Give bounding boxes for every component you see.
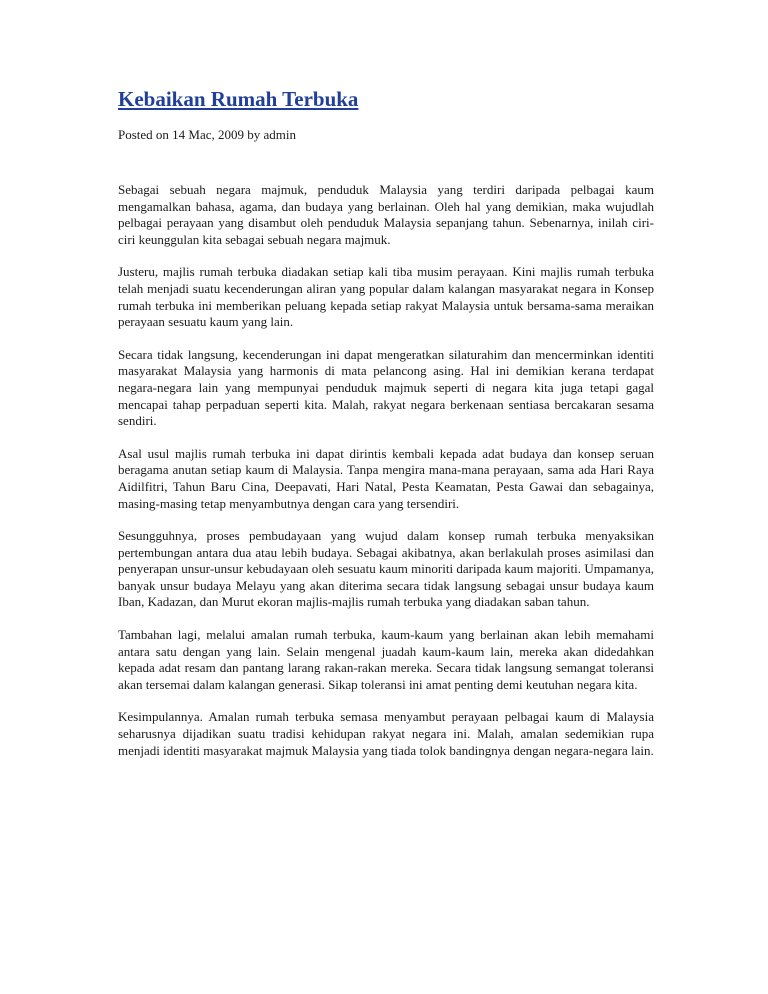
document-page (118, 86, 654, 775)
paragraph-1: Sebagai sebuah negara majmuk, penduduk Malaysia yang terdiri daripada pelbagai kaum mengamalkan bahasa, agama, dan budaya yang berlainan. Oleh hal yang demikian, maka wujudlah pelbagai perayaan yang disambut oleh penduduk Malaysia sepanjang tahun. Sebenarnya, inilah ciri-ciri keunggulan kita sebagai sebuah negara majmuk. (118, 182, 654, 247)
paragraph-5: Sesungguhnya, proses pembudayaan yang wujud dalam konsep rumah terbuka menyaksikan pertembungan antara dua atau lebih budaya. Sebagai akibatnya, akan berlakulah proses asimilasi dan penyerapan unsur-unsur kebudayaan oleh sesuatu kaum minoriti daripada kaum majoriti. Umpamanya, banyak unsur budaya Melayu yang akan diterima secara tidak langsung sebagai unsur budaya kaum Iban, Kadazan, dan Murut ekoran majlis-majlis rumah terbuka yang diadakan saban tahun. (118, 528, 654, 610)
article-body (118, 182, 654, 759)
post-meta: Posted on 14 Mac, 2009 by admin (118, 127, 297, 142)
paragraph-3: Secara tidak langsung, kecenderungan ini dapat mengeratkan silaturahim dan mencerminkan identiti masyarakat Malaysia yang harmonis di mata pelancong asing. Hal ini demikian kerana terdapat negara-negara lain yang mempunyai penduduk majmuk seperti di negara kita juga tetapi gagal mencapai tahap perpaduan seperti kita. Malah, rakyat negara berkenaan sentiasa bercakaran sesama sendiri. (118, 346, 654, 429)
paragraph-7: Kesimpulannya. Amalan rumah terbuka semasa menyambut perayaan pelbagai kaum di Malaysia seharusnya dijadikan suatu tradisi kehidupan rakyat negara ini. Malah, amalan sedemikian rupa menjadi identiti masyarakat majmuk Malaysia yang tiada tolok bandingnya dengan negara-negara lain. (118, 709, 654, 758)
paragraph-4: Asal usul majlis rumah terbuka ini dapat dirintis kembali kepada adat budaya dan konsep seruan beragama anutan setiap kaum di Malaysia. Tanpa mengira mana-mana perayaan, sama ada Hari Raya Aidilfitri, Tahun Baru Cina, Deepavati, Hari Natal, Pesta Keamatan, Pesta Gawai dan sebagainya, masing-masing tetap menyambutnya dengan cara yang tersendiri. (118, 445, 654, 511)
paragraph-2: Justeru, majlis rumah terbuka diadakan setiap kali tiba musim perayaan. Kini majlis rumah terbuka telah menjadi suatu kecenderungan aliran yang popular dalam kalangan masyarakat negara in Konsep rumah terbuka ini memberikan peluang kepada setiap rakyat Malaysia untuk bersama-sama meraikan perayaan sesuatu kaum yang lain. (118, 264, 654, 330)
paragraph-6: Tambahan lagi, melalui amalan rumah terbuka, kaum-kaum yang berlainan akan lebih memahami antara satu dengan yang lain. Selain mengenal juadah kaum-kaum lain, mereka akan didedahkan kepada adat resam dan pantang larang rakan-rakan mereka. Secara tidak langsung semangat toleransi akan tersemai dalam kalangan generasi. Sikap toleransi ini amat penting demi keutuhan negara kita. (118, 627, 654, 692)
post-title-link[interactable]: Kebaikan Rumah Terbuka (118, 87, 359, 111)
